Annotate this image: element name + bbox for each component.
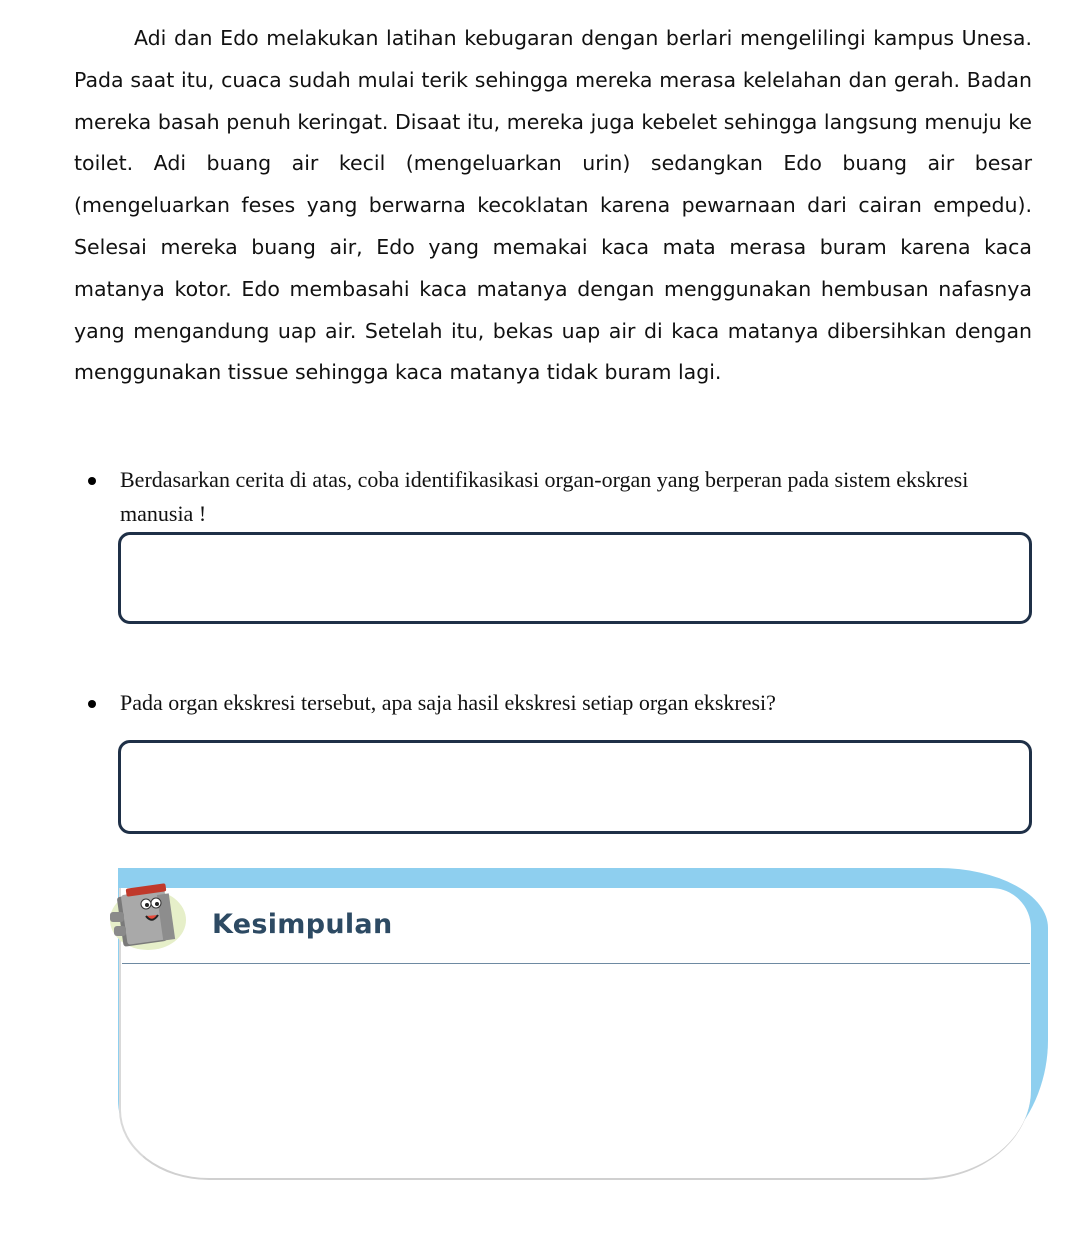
book-mascot-icon [108,872,190,954]
bullet-dot [88,477,96,485]
question-1-text: Berdasarkan cerita di atas, coba identifikasikasi organ-organ yang berperan pada sistem ekskresi manusia ! [120,467,969,526]
bullet-dot [88,700,96,708]
conclusion-divider [122,963,1030,964]
story-paragraph: Adi dan Edo melakukan latihan kebugaran dengan berlari mengelilingi kampus Unesa. Pada saat itu, cuaca sudah mulai terik sehingga mereka merasa kelelahan dan gerah. Badan mereka basah penuh keringat. Disaat itu, mereka juga kebelet sehingga langsung menuju ke toilet. Adi buang air kecil (mengeluarkan urin) sedangkan Edo buang air besar (mengeluarkan feses yang berwarna kecoklatan karena pewarnaan dari cairan empedu). Selesai mereka buang air, Edo yang memakai kaca mata merasa buram karena kaca matanya kotor. Edo membasahi kaca matanya dengan menggunakan hembusan nafasnya yang mengandung uap air. Setelah itu, bekas uap air di kaca matanya dibersihkan dengan menggunakan tissue sehingga kaca matanya tidak buram lagi. [74,26,1032,385]
question-2-text: Pada organ ekskresi tersebut, apa saja hasil ekskresi setiap organ ekskresi? [120,690,776,715]
answer-box-1[interactable] [118,532,1032,624]
answer-box-2[interactable] [118,740,1032,834]
conclusion-title: Kesimpulan [212,909,393,940]
